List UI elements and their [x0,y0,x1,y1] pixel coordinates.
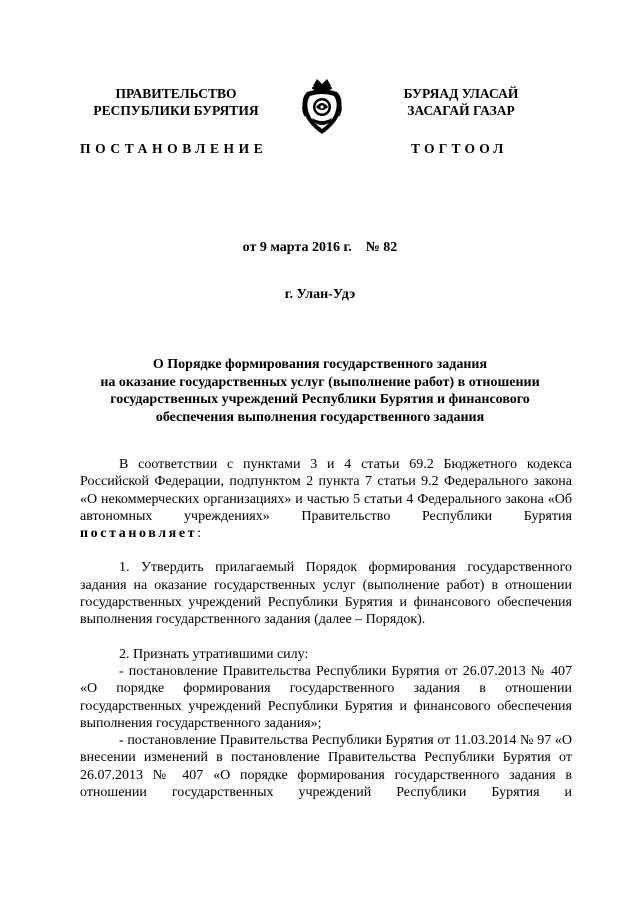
doc-type-bua: ТОГТООЛ [411,141,508,156]
decree-title-line1: О Порядке формирования государственного задания [152,357,488,372]
government-name-ru-line2: РЕСПУБЛИКИ БУРЯТИЯ [93,102,259,118]
coat-of-arms-icon [299,76,345,138]
decree-title [90,356,550,426]
government-name-bua [382,86,540,119]
decree-title-line4: обеспечения выполнения государственного задания [155,409,485,425]
doc-type-ru: ПОСТАНОВЛЕНИЕ [80,141,268,156]
decree-colon: : [197,526,202,542]
decree-title-line3: государственных учреждений Республики Бурятия и финансового [110,392,530,407]
decree-number: № 82 [365,240,398,255]
government-name-ru [78,86,274,119]
government-name-bua-line2: ЗАСАГАЙ ГАЗАР [407,102,515,118]
government-name-bua-line1: БУРЯАД УЛАСАЙ [403,86,519,101]
decree-title-line2: на оказание государственных услуг (выполнение работ) в отношении [100,374,540,390]
decree-city: г. Улан-Удэ [284,287,356,302]
decree-word: постановляет [80,526,198,542]
decree-body [80,456,572,801]
item-2b-paragraph: - постановление Правительства Республики Бурятия от 11.03.2014 № 97 «О внесении изменений в постановление Правительства Республики Бурятия от 26.07.2013 № 407 «О порядке формирования государственного задания в отношении государственных учреждений Республики Бурятия и [80,733,572,801]
decree-date: от 9 марта 2016 г. [242,240,352,255]
government-name-ru-line1: ПРАВИТЕЛЬСТВО [115,86,237,101]
decree-date-line [0,240,640,256]
preamble-text: В соответствии с пунктами 3 и 4 статьи 69.2 Бюджетного кодекса Российской Федерации, подпунктом 2 пункта 7 статьи 9.2 Федерального закона «О некоммерческих организациях» и частью 5 статьи 4 Федерального закона «Об автономных учреждениях» Правительство Республики Бурятия [80,457,572,524]
preamble-paragraph [80,456,572,542]
item-1-paragraph: 1. Утвердить прилагаемый Порядок формирования государственного задания на оказание государственных услуг (выполнение работ) в отношении государственных учреждений Республики Бурятия и финансового обеспечения выполнения государственного задания (далее – Порядок). [80,560,572,628]
item-2-paragraph: 2. Признать утратившими силу: [119,646,309,662]
item-2a-paragraph: - постановление Правительства Республики Бурятия от 26.07.2013 № 407 «О порядке формирования государственного задания в отношении государственных учреждений Республики Бурятия и финансового обеспечения выполнения государственного задания»; [80,663,572,731]
